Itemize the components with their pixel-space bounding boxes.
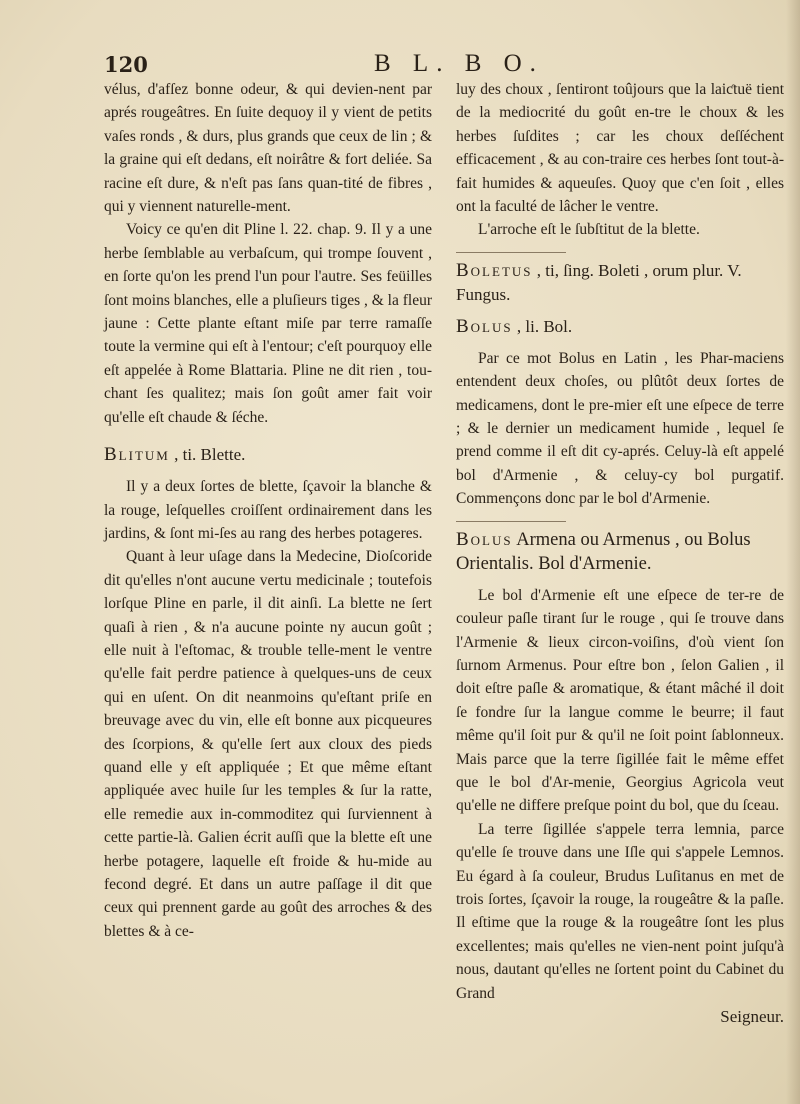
entry-heading-boletus: [456, 259, 784, 307]
entry-gloss: , ti, ſing. Boleti , orum plur. V. Fungus.: [456, 260, 742, 304]
entry-word: Bolus: [456, 315, 513, 337]
entry-gloss: , ti. Blette.: [174, 445, 246, 465]
running-head: B L. B O.: [374, 50, 544, 77]
entry-gloss: Armena ou Armenus , ou Bolus Orientalis. Bol d'Armenie.: [456, 529, 751, 574]
entry-word: Boletus: [456, 259, 533, 281]
entry-word: Blitum: [104, 444, 170, 466]
paragraph: Voicy ce qu'en dit Pline l. 22. chap. 9. Il y a une herbe ſemblable au verbaſcum, qui trompe ſouvent , en ſorte qu'on les prend l'un pour l'autre. Ses feüilles ſont moins blanches, elle a pluſieurs tiges , & la fleur jaune : Cette plante eſtant miſe par terre ramaſſe toute la vermine qui eſt à l'entour; c'eſt pourquoy elle eſt appelée à Rome Blattaria. Pline ne dit rien , tou-chant ſes qualitez; mais ſon goût amer fait voir qu'elle eſt chaude & ſéche.: [104, 221, 433, 426]
paragraph: luy des choux , ſentiront toûjours que la laiƈtuë tient de la mediocrité du goût en-tre le choux & les herbes ſuſdites ; car les choux deſſéchent efficacement , & au con-traire ces herbes ſont tout-à-fait humides & aqueuſes. Quoy que c'en ſoit , elles ont la faculté de lâcher le ventre.: [456, 81, 784, 216]
paragraph: Le bol d'Armenie eſt une eſpece de ter-re de couleur paſle tirant ſur le rouge , qui ſe trouve dans l'Armenie & lieux circon-voiſins, d'où vient ſon ſurnom Armenus. Pour eſtre bon , ſelon Galien , il doit eſtre paſle & aromatique, & étant mâché il doit ſe fondre ſur la langue comme le beurre; il faut même qu'il ſoit pur & qu'il ne ſoit point ſablonneux. Mais parce que la terre ſigillée fait le même effet que le bol d'Ar-menie, Georgius Agricola veut qu'elle ne differe preſque point du bol, que du ſceau.: [456, 586, 784, 815]
entry-heading-bolus: [456, 315, 784, 339]
text-columns: [104, 78, 784, 1027]
entry-gloss: , li. Bol.: [516, 316, 573, 336]
catchword: Seigneur.: [720, 1007, 784, 1026]
paragraph: La terre ſigillée s'appele terra lemnia, parce qu'elle ſe trouve dans une Iſle qui s'appele Lemnos. Eu égard à ſa couleur, Brudus Luſitanus en met de trois ſortes, ſçavoir la rouge, la rougeâtre & la paſle. Il eſtime que la rouge & la rougeâtre ſont les plus excellentes; mais qu'elles ne vien-nent point juſqu'à nous, dautant qu'elles ne ſortent point du Cabinet du Grand: [456, 820, 784, 1002]
right-column: [456, 78, 784, 1027]
divider: [456, 521, 566, 522]
entry-heading-blitum: [104, 443, 432, 467]
divider: [456, 252, 566, 253]
paragraph: Quant à leur uſage dans la Medecine, Dioſcoride dit qu'elles n'ont aucune vertu medicinale ; toutefois lorſque Pline en parle, il dit ainſi. La blette ne ſert quaſi à rien , & n'a aucune pointe ny aucun goût ; elle nuit à l'eſtomac, & trouble telle-ment le ventre qu'elle fait perdre patience à quelques-uns de ceux qui en uſent. On dit neanmoins qu'eſtant priſe en breuvage avec du vin, elle eſt bonne aux picqueures des ſcorpions, & qu'elle ſert aux cloux des pieds quand elle y eſt appliquée ; Et que même eſtant appliquée avec huile ſur les temples & ſur la ratte, elle remedie aux in-commoditez qui ſurviennent à cette partie-là. Galien écrit auſſi que la blette eſt une herbe potagere, laquelle eſt froide & hu-mide au fecond degré. Et dans un autre paſſage il dit que ceux qui prennent garde au goût des arroches & des blettes & à ce-: [104, 548, 432, 940]
paragraph: Par ce mot Bolus en Latin , les Phar-maciens entendent deux choſes, ou plûtôt deux ſortes de medicamens, dont le pre-mier eſt une eſpece de terre ; & le dernier un medicament humide , lequel ſe prend comme il eſt dit cy-aprés. Celuy-là eſt appelé bol d'Armenie , & celuy-cy bol purgatif. Commençons donc par le bol d'Armenie.: [456, 349, 784, 508]
paragraph: Il y a deux ſortes de blette, ſçavoir la blanche & la rouge, leſquelles croiſſent ordinairement dans les jardins, & ſont mi-ſes au rang des herbes potageres.: [104, 478, 432, 542]
page-number: 120: [104, 52, 148, 77]
left-column: [104, 78, 432, 1027]
paragraph: L'arroche eſt le ſubſtitut de la blette.: [478, 221, 700, 239]
entry-heading-bolus-armena: [456, 528, 784, 576]
entry-word: Bolus: [456, 528, 513, 550]
paragraph: vélus, d'afſez bonne odeur, & qui devien-nent par aprés rougeâtres. En ſuite dequoy il y vient de petits vaſes ronds , & durs, plus grands que ceux de lin ; & la graine qui eſt dedans, eſt noirâtre & fort deliée. Sa racine eſt dure, & n'eſt pas ſans quan-tité de fibres , qui y viennent naturelle-ment.: [104, 81, 432, 216]
